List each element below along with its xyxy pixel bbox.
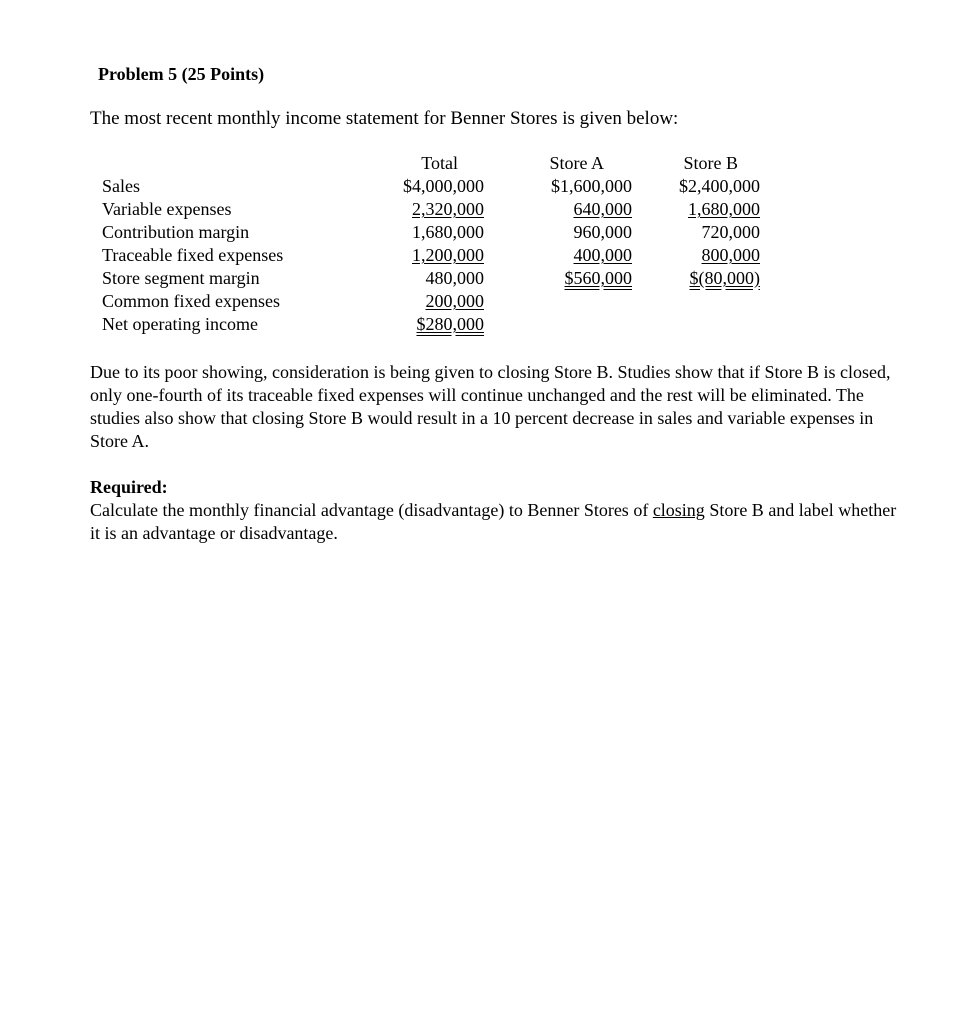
cell-store-a [484, 290, 632, 313]
cell-total: 480,000 [425, 268, 484, 288]
row-store-segment-margin [102, 267, 760, 290]
cell-store-b: 720,000 [701, 222, 760, 242]
cell-store-a [484, 313, 632, 336]
row-sales [102, 175, 760, 198]
cell-store-a: $560,000 [564, 268, 632, 288]
row-label: Common fixed expenses [102, 291, 280, 311]
required-text-underlined: closing [652, 500, 705, 520]
row-label: Store segment margin [102, 268, 260, 288]
required-heading: Required: [90, 477, 168, 497]
row-label: Contribution margin [102, 222, 250, 242]
cell-store-b: $(80,000) [689, 268, 760, 288]
cell-total: $280,000 [416, 314, 484, 334]
row-label: Variable expenses [102, 199, 232, 219]
cell-store-b [632, 290, 760, 313]
cell-store-b [632, 313, 760, 336]
row-contribution-margin [102, 221, 760, 244]
required-text [90, 499, 900, 545]
row-label: Traceable fixed expenses [102, 245, 284, 265]
income-statement-table [102, 152, 760, 336]
cell-store-b: 1,680,000 [688, 199, 760, 219]
header-total: Total [421, 153, 458, 173]
problem-title: Problem 5 (25 Points) [98, 64, 265, 84]
row-common-fixed-expenses [102, 290, 760, 313]
cell-total: 1,680,000 [412, 222, 484, 242]
cell-store-a: 400,000 [573, 245, 632, 265]
cell-store-b: 800,000 [701, 245, 760, 265]
header-row [102, 152, 760, 175]
required-text-after: Store B and label whether it is an advantage or disadvantage. [90, 500, 897, 543]
row-variable-expenses [102, 198, 760, 221]
row-label: Sales [102, 176, 140, 196]
problem-intro: The most recent monthly income statement for Benner Stores is given below: [90, 108, 679, 129]
cell-store-a: 960,000 [573, 222, 632, 242]
scenario-paragraph: Due to its poor showing, consideration is being given to closing Store B. Studies show that if Store B is closed, only one-fourth of its traceable fixed expenses will continue unchanged and the rest will be eliminated. The studies also show that closing Store B would result in a 10 percent decrease in sales and variable expenses in Store A. [90, 362, 891, 451]
cell-store-a: $1,600,000 [551, 176, 632, 196]
row-net-operating-income [102, 313, 760, 336]
cell-total: $4,000,000 [403, 176, 484, 196]
header-store-a: Store A [549, 153, 604, 173]
income-statement [102, 152, 760, 336]
cell-total: 1,200,000 [412, 245, 484, 265]
cell-total: 200,000 [425, 291, 484, 311]
cell-total: 2,320,000 [412, 199, 484, 219]
required-text-before: Calculate the monthly financial advantage (disadvantage) to Benner Stores of [90, 500, 653, 520]
row-label: Net operating income [102, 314, 258, 334]
row-traceable-fixed-expenses [102, 244, 760, 267]
header-store-b: Store B [683, 153, 738, 173]
cell-store-a: 640,000 [573, 199, 632, 219]
cell-store-b: $2,400,000 [679, 176, 760, 196]
